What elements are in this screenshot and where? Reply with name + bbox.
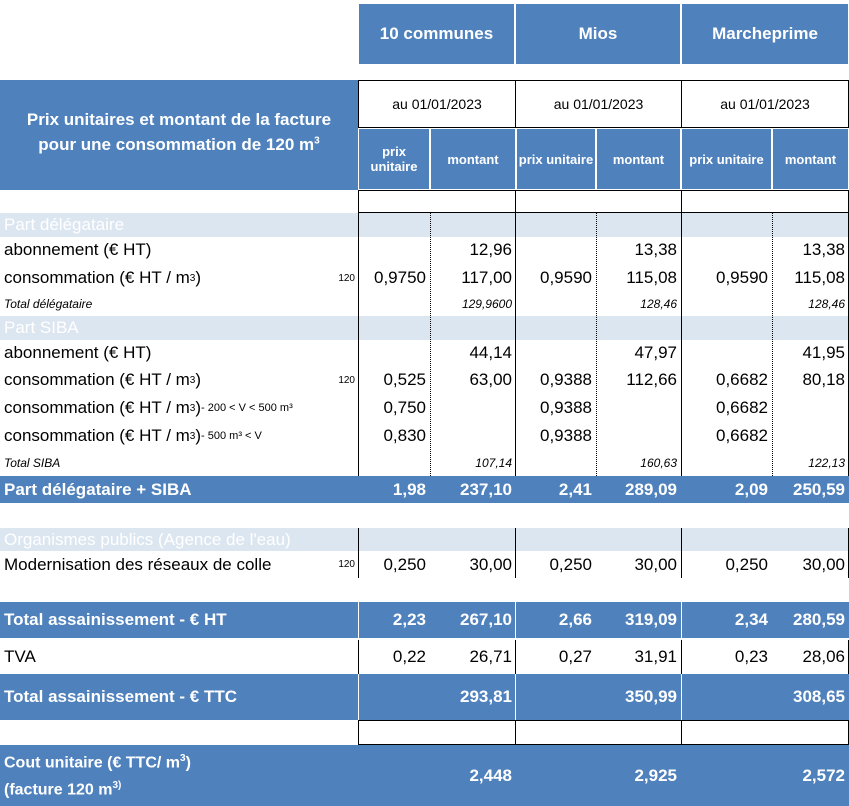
cell: 129,9600 xyxy=(461,297,512,311)
spacer-c2 xyxy=(515,190,682,213)
spacer-bottom-c1 xyxy=(358,720,516,745)
label-sup: 3 xyxy=(189,430,196,442)
cell: 128,46 xyxy=(640,297,677,311)
cell: 80,18 xyxy=(802,370,845,389)
row-modern-label xyxy=(0,551,358,578)
cell: 267,10 xyxy=(460,610,512,629)
row-cout-line1 xyxy=(4,753,191,772)
cell: 289,09 xyxy=(625,479,677,499)
section-siba: Part SIBA xyxy=(4,318,79,337)
row-s-abo-label: abonnement (€ HT) xyxy=(4,343,152,362)
cell: 26,71 xyxy=(469,647,512,666)
cell: 115,08 xyxy=(626,268,677,287)
cell: 41,95 xyxy=(802,343,845,362)
row-d-abo-label: abonnement (€ HT) xyxy=(4,240,152,259)
cell: 0,9590 xyxy=(540,268,592,287)
col-header-10-communes: 10 communes xyxy=(358,3,515,65)
grid-line xyxy=(515,213,516,476)
cell: 12,96 xyxy=(469,240,512,259)
cell: 2,925 xyxy=(634,765,677,785)
label-extra: - 200 < V < 500 m³ xyxy=(201,402,293,414)
cell: 2,448 xyxy=(469,765,512,785)
cell: 117,00 xyxy=(461,268,512,287)
cell: 30,00 xyxy=(469,554,512,574)
cell: 2,34 xyxy=(734,610,768,629)
grid-line xyxy=(772,213,773,476)
cell: 250,59 xyxy=(793,479,845,499)
cell: 31,91 xyxy=(634,647,677,666)
row-s-conso-label xyxy=(0,366,358,394)
section-bg-delegataire xyxy=(0,213,849,237)
cell: 0,525 xyxy=(383,370,426,389)
cell: 350,99 xyxy=(625,687,677,706)
grid-line xyxy=(358,213,359,476)
grid-line xyxy=(681,640,682,674)
cell: 0,830 xyxy=(383,426,426,445)
cell: 319,09 xyxy=(625,610,677,629)
section-organismes: Organismes publics (Agence de l'eau) xyxy=(4,530,291,549)
date-c1: au 01/01/2023 xyxy=(358,80,516,128)
subhdr-c3-unit: prix unitaire xyxy=(681,128,772,190)
cell: 0,9388 xyxy=(540,398,592,417)
cell: 122,13 xyxy=(808,456,845,470)
grid-line xyxy=(596,213,597,476)
cell: 13,38 xyxy=(802,240,845,259)
subhdr-c2-amount: montant xyxy=(596,128,681,190)
label-text: (facture 120 m xyxy=(4,781,113,799)
cell: 1,98 xyxy=(392,479,426,499)
cell: 0,9388 xyxy=(540,370,592,389)
cell: 0,750 xyxy=(383,398,426,417)
label-sup: 3 xyxy=(189,402,196,414)
volume-label: 120 xyxy=(338,374,355,386)
cell: 2,09 xyxy=(734,479,768,499)
cell: 237,10 xyxy=(460,479,512,499)
cell: 128,46 xyxy=(808,297,845,311)
label-suffix: ) xyxy=(195,398,202,417)
cell: 13,38 xyxy=(634,240,677,259)
cell: 280,59 xyxy=(793,610,845,629)
cell: 30,00 xyxy=(802,554,845,574)
cell: 44,14 xyxy=(469,343,512,362)
row-ds-total-label: Part délégataire + SIBA xyxy=(4,479,192,499)
label-text: Modernisation des réseaux de colle xyxy=(4,554,272,574)
section-bg-siba xyxy=(0,316,849,340)
label-extra: - 500 m³ < V xyxy=(201,430,262,442)
cell: 160,63 xyxy=(640,456,677,470)
subhdr-c2-unit: prix unitaire xyxy=(516,128,596,190)
volume-label: 120 xyxy=(338,272,355,284)
grid-line xyxy=(358,528,359,578)
cell: 0,250 xyxy=(725,554,768,574)
cell: 0,250 xyxy=(383,554,426,574)
subhdr-c1-unit: prix unitaire xyxy=(358,128,430,190)
cell: 0,9590 xyxy=(716,268,768,287)
label-text: consommation (€ HT / m xyxy=(4,268,190,287)
row-s-conso2-label xyxy=(0,394,358,422)
label-suffix: ) xyxy=(195,268,202,287)
row-d-conso-label xyxy=(0,263,358,293)
grid-line xyxy=(515,640,516,674)
col-header-mios: Mios xyxy=(515,3,681,65)
cell: 293,81 xyxy=(460,687,512,706)
label-text: consommation (€ HT / m xyxy=(4,370,190,389)
spacer-c1 xyxy=(358,190,516,213)
spacer-bottom-c2 xyxy=(515,720,682,745)
cell: 112,66 xyxy=(626,370,677,389)
label-text: Cout unitaire (€ TTC/ m xyxy=(4,754,180,772)
col-header-marcheprime: Marcheprime xyxy=(681,3,849,65)
cell: 0,27 xyxy=(558,647,592,666)
row-total-ht-label: Total assainissement - € HT xyxy=(4,610,227,629)
cell: 308,65 xyxy=(793,687,845,706)
label-sup: 3) xyxy=(112,780,122,791)
spacer-c3 xyxy=(681,190,849,213)
grid-line xyxy=(430,213,431,476)
cell: 47,97 xyxy=(634,343,677,362)
cell: 2,572 xyxy=(802,765,845,785)
label-text: consommation (€ HT / m xyxy=(4,398,190,417)
title-line2 xyxy=(0,135,358,155)
cell: 2,23 xyxy=(392,610,426,629)
cell: 0,9750 xyxy=(374,268,426,287)
cell: 0,6682 xyxy=(716,398,768,417)
cell: 0,9388 xyxy=(540,426,592,445)
subhdr-c3-amount: montant xyxy=(772,128,849,190)
cell: 115,08 xyxy=(794,268,845,287)
cell: 2,41 xyxy=(558,479,592,499)
section-delegataire: Part délégataire xyxy=(4,215,125,234)
cell: 0,22 xyxy=(392,647,426,666)
row-s-total-label: Total SIBA xyxy=(4,456,61,470)
label-sup: 3 xyxy=(189,374,196,386)
cell: 0,23 xyxy=(734,647,768,666)
label-suffix: ) xyxy=(195,370,202,389)
label-sup: 3 xyxy=(189,272,196,284)
grid-line xyxy=(681,213,682,476)
date-c3: au 01/01/2023 xyxy=(681,80,849,128)
cell: 107,14 xyxy=(475,456,512,470)
cell: 2,66 xyxy=(558,610,592,629)
row-d-total-label: Total délégataire xyxy=(4,297,93,311)
grid-line xyxy=(681,528,682,578)
title-line2-text: pour une consommation de 120 m xyxy=(38,135,315,154)
row-s-conso3-label xyxy=(0,422,358,450)
cell: 0,6682 xyxy=(716,426,768,445)
grid-line xyxy=(515,528,516,578)
title-sup: 3 xyxy=(314,135,320,147)
volume-label: 120 xyxy=(338,559,355,570)
cell: 63,00 xyxy=(469,370,512,389)
title-line1: Prix unitaires et montant de la facture xyxy=(26,110,332,129)
row-tva-label: TVA xyxy=(4,647,36,666)
table-title xyxy=(0,80,358,190)
spacer-bottom-c3 xyxy=(681,720,849,745)
cell: 28,06 xyxy=(802,647,845,666)
cell: 30,00 xyxy=(634,554,677,574)
label-suffix: ) xyxy=(195,426,202,445)
row-cout-line2 xyxy=(4,780,121,799)
date-c2: au 01/01/2023 xyxy=(515,80,682,128)
label-suffix: ) xyxy=(185,754,191,772)
subhdr-c1-amount: montant xyxy=(430,128,516,190)
label-text: consommation (€ HT / m xyxy=(4,426,190,445)
label-sup: 3 xyxy=(180,753,186,764)
cell: 0,6682 xyxy=(716,370,768,389)
grid-line xyxy=(358,640,359,674)
cell: 0,250 xyxy=(549,554,592,574)
row-total-ttc-label: Total assainissement - € TTC xyxy=(4,687,238,706)
